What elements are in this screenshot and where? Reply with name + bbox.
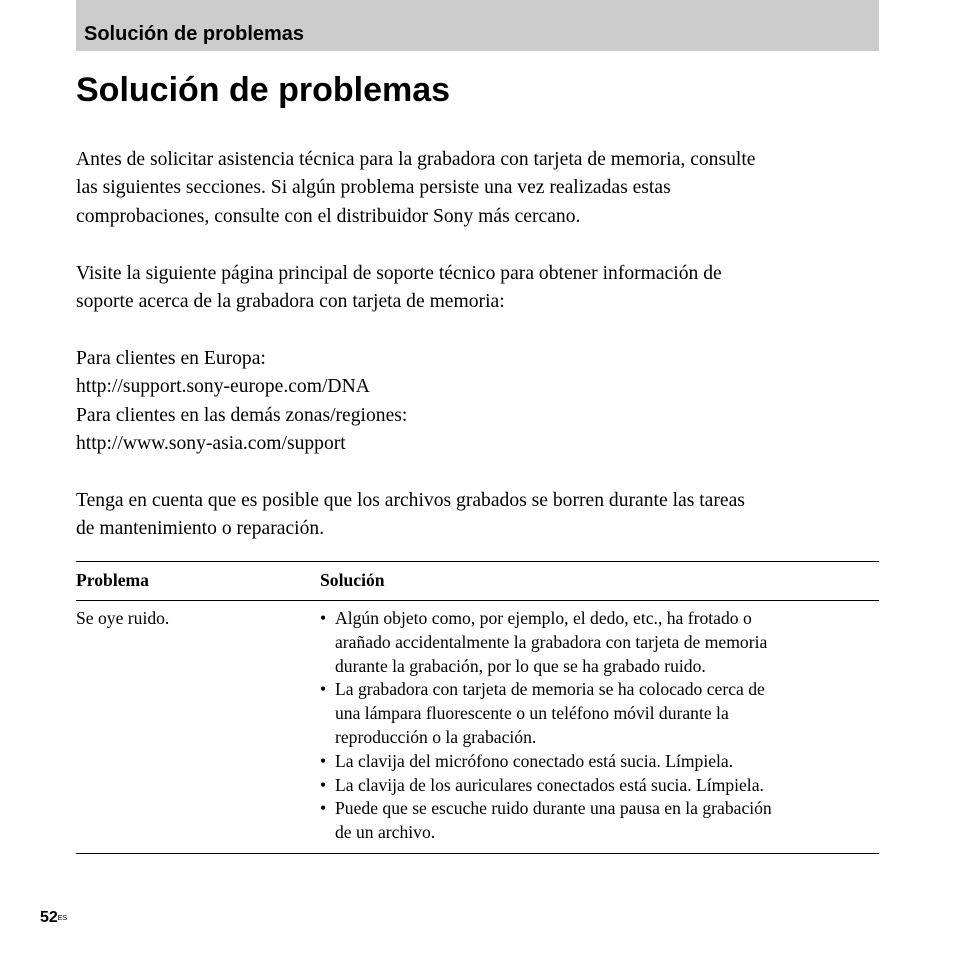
solution-line: • La clavija del micrófono conectado está sucia. Límpiela. [335,750,734,771]
intro-paragraph [76,146,879,231]
page-content [76,146,879,572]
solution-item [320,797,879,845]
note-paragraph [76,487,879,544]
solution-line: • La clavija de los auriculares conectados está sucia. Límpiela. [335,774,764,795]
solution-line: arañado accidentalmente la grabadora con tarjeta de memoria [335,631,768,652]
table-row [76,601,879,853]
solution-line: • La grabadora con tarjeta de memoria se ha colocado cerca de [335,679,765,700]
intro-line: las siguientes secciones. Si algún problema persiste una vez realizadas estas [76,177,671,199]
support-line: Visite la siguiente página principal de soporte técnico para obtener información de [76,262,722,284]
section-header-bar [76,0,879,51]
solution-item [320,750,879,774]
language-code: ES [57,915,68,922]
solution-line: durante la grabación, por lo que se ha grabado ruido. [335,655,706,676]
table-header-row [76,562,879,601]
header-problem: Problema [76,570,149,590]
intro-line: comprobaciones, consulte con el distribuidor Sony más cercano. [76,205,581,227]
solution-item [320,607,879,678]
solution-line: reproducción o la grabación. [335,726,537,747]
solution-line: • Algún objeto como, por ejemplo, el dedo, etc., ha frotado o [335,608,752,628]
solution-line: • Puede que se escuche ruido durante una pausa en la grabación [335,798,772,819]
troubleshooting-table [76,561,879,854]
solution-item [320,678,879,749]
support-links [76,345,879,459]
solution-item [320,774,879,798]
note-line: Tenga en cuenta que es posible que los archivos grabados se borren durante las tareas [76,489,745,511]
note-line: de mantenimiento o reparación. [76,518,325,540]
solution-line: una lámpara fluorescente o un teléfono móvil durante la [335,703,729,724]
header-solution: Solución [320,570,385,590]
solution-line: de un archivo. [335,822,436,843]
section-header-title: Solución de problemas [84,23,305,45]
europe-label: Para clientes en Europa: [76,347,266,369]
solution-list [320,607,879,845]
page-number-value: 52 [40,909,58,926]
support-paragraph [76,260,879,317]
page-number [40,908,67,928]
page-title: Solución de problemas [76,71,451,109]
support-line: soporte acerca de la grabadora con tarjeta de memoria: [76,291,505,313]
other-regions-url[interactable]: http://www.sony-asia.com/support [76,433,346,455]
intro-line: Antes de solicitar asistencia técnica para la grabadora con tarjeta de memoria, consulte [76,149,756,170]
problem-cell: Se oye ruido. [76,608,170,628]
europe-url[interactable]: http://support.sony-europe.com/DNA [76,376,370,398]
other-regions-label: Para clientes en las demás zonas/regiones: [76,404,408,426]
